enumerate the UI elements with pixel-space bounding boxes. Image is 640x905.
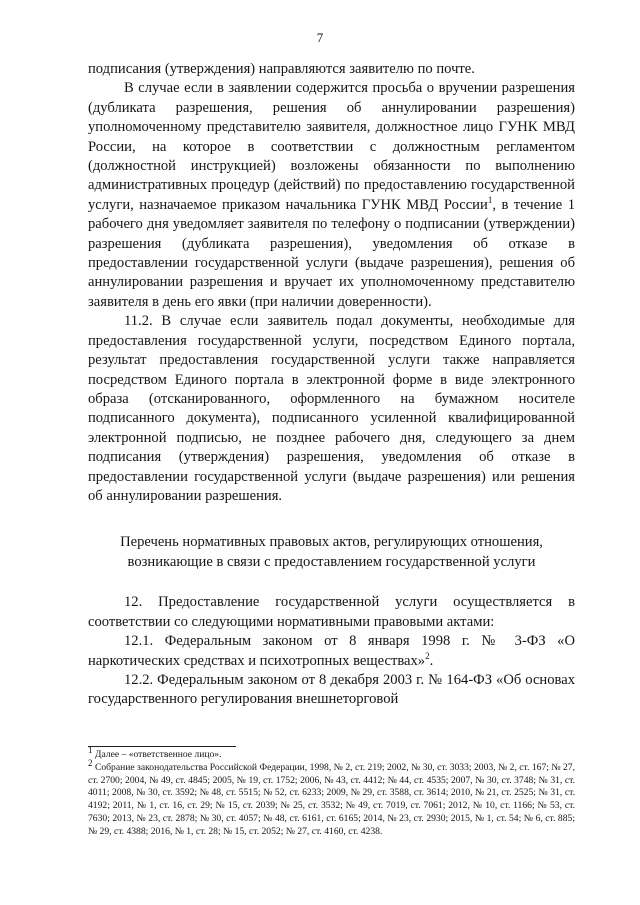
paragraph-delivery-part1: В случае если в заявлении содержится просьба о вручении разрешения (дубликата разрешения, решения об аннулировании разрешения) уполномоченному представителю заявителя, должностное лицо ГУНК МВД России, на которое в соответствии с должностным регламентом (должностной инструкцией) возложены обязанности по выполнению административных процедур (действий) по предоставлению государственной услуги, назначаемое приказом начальника ГУНК МВД России (88, 80, 575, 213)
paragraph-continuation: подписания (утверждения) направляются заявителю по почте. (88, 61, 475, 77)
paragraph-delivery (88, 79, 575, 312)
footnotes (88, 744, 575, 839)
paragraph-11-2: 11.2. В случае если заявитель подал документы, необходимые для предоставления государственной услуги, посредством Единого портала, результат предоставления государственной услуги также направляется посредством Единого портала в электронной форме в виде электронного образа (отсканированного, оформленного на бумажном носителе подписанного документа), подписанного усиленной квалифицированной электронной подписью, не позднее рабочего дня, следующего за днем подписания (утверждения) разрешения, уведомления об отказе в предоставлении государственной услуги (выдаче разрешения) или решения об аннулировании разрешения. (88, 313, 575, 504)
footnote-1-mark: 1 (88, 744, 93, 755)
paragraph-delivery-part2: , в течение 1 рабочего дня уведомляет заявителя по телефону о подписании (утверждении) разрешения (дубликата разрешения), уведомления об отказе в предоставлении государственной услуги (выдаче разрешения), решения об аннулировании разрешения и вручает их уполномоченному представителю заявителя в день его явки (при наличии доверенности). (88, 196, 575, 310)
paragraph-12-2: 12.2. Федеральным законом от 8 декабря 2003 г. № 164-ФЗ «Об основах государственного регулирования внешнеторговой (88, 671, 575, 708)
section-heading (88, 532, 575, 572)
main-text (88, 60, 575, 710)
paragraph-12-1-text: 12.1. Федеральным законом от 8 января 1998 г. № 3-ФЗ «О наркотических средствах и психотропных веществах» (88, 633, 575, 669)
footnote-divider (88, 746, 236, 747)
section-heading-line2: возникающие в связи с предоставлением государственной услуги (127, 554, 536, 571)
footnote-1 (88, 744, 575, 762)
section-heading-line1: Перечень нормативных правовых актов, регулирующих отношения, (120, 534, 543, 551)
footnote-2-mark: 2 (88, 757, 93, 768)
footnote-ref-1: 1 (487, 194, 493, 205)
footnote-1-text: Далее – «ответственное лицо». (94, 749, 222, 760)
page-number: 7 (316, 30, 324, 45)
paragraph-12: 12. Предоставление государственной услуги осуществляется в соответствии со следующими нормативными правовыми актами: (88, 594, 575, 630)
footnote-ref-2: 2 (425, 650, 430, 661)
paragraph-12-1-end: . (429, 652, 434, 669)
footnote-2 (88, 757, 575, 839)
footnote-2-text: Собрание законодательства Российской Федерации, 1998, № 2, ст. 219; 2002, № 30, ст. 3033; 2003, № 2, ст. 167; № 27, ст. 2700; 2004, № 49, ст. 4845; 2005, № 19, ст. 1752; 2006, № 43, ст. 4412; № 44, ст. 4535; 2007, № 30, ст. 3748; № 31, ст. 4011; 2008, № 30, ст. 3592; № 48, ст. 5515; № 52, ст. 6233; 2009, № 29, ст. 3588, ст. 3614; 2010, № 21, ст. 2525; № 31, ст. 4192; 2011, № 1, ст. 16, ст. 29; № 15, ст. 2039; № 25, ст. 3532; № 49, ст. 7019, ст. 7061; 2012, № 10, ст. 1166; № 53, ст. 7630; 2013, № 23, ст. 2878; № 30, ст. 4057; № 48, ст. 6161, ст. 6165; 2014, № 23, ст. 2930; 2015, № 1, ст. 54; № 6, ст. 885; № 29, ст. 4388; 2016, № 1, ст. 28; № 15, ст. 2052; № 27, ст. 4160, ст. 4238. (88, 761, 575, 837)
paragraph-12-1 (88, 632, 575, 671)
